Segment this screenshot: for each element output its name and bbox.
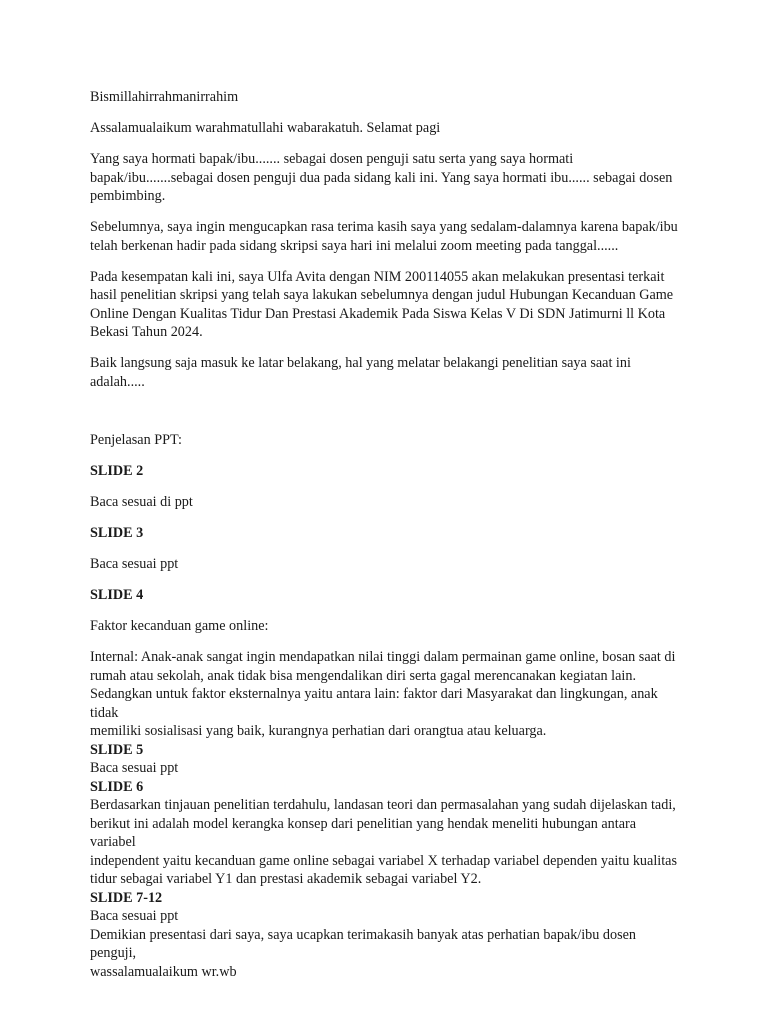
slide4-title: SLIDE 4	[90, 587, 144, 603]
opening-text: Bismillahirrahmanirrahim	[90, 89, 239, 105]
greeting-text: Assalamualaikum warahmatullahi wabarakatuh. Selamat pagi	[90, 120, 441, 136]
respect-paragraph: Yang saya hormati bapak/ibu....... sebagai dosen penguji satu serta yang saya hormati bapak/ibu.......sebagai dosen penguji dua pada sidang kali ini. Yang saya hormati ibu...... sebagai dosen pembimbing.	[90, 151, 673, 204]
ppt-heading: Penjelasan PPT:	[90, 432, 182, 448]
slide4-text: Faktor kecanduan game online:	[90, 618, 269, 634]
slide7-title: SLIDE 7-12	[90, 889, 163, 906]
slide5-text: Baca sesuai ppt	[90, 760, 179, 776]
thanks-paragraph: Sebelumnya, saya ingin mengucapkan rasa terima kasih saya yang sedalam-dalamnya karena bapak/ibu telah berkenan hadir pada sidang skripsi saya hari ini melalui zoom meeting pada tanggal......	[90, 219, 678, 254]
closing-paragraph: Demikian presentasi dari saya, saya ucapkan terimakasih banyak atas perhatian bapak/ibu dosen penguji, wassalamualaikum wr.wb	[90, 926, 637, 980]
slide3-text: Baca sesuai ppt	[90, 556, 179, 572]
background-paragraph: Baik langsung saja masuk ke latar belakang, hal yang melatar belakangi penelitian saya saat ini adalah.....	[90, 355, 631, 390]
slide2-text: Baca sesuai di ppt	[90, 494, 193, 510]
slide3-title: SLIDE 3	[90, 525, 144, 541]
slide6-text: Berdasarkan tinjauan penelitian terdahulu, landasan teori dan permasalahan yang sudah dijelaskan tadi, berikut ini adalah model kerangka konsep dari penelitian yang hendak meneliti hubungan antara variabel independent yaitu kecanduan game online sebagai variabel X terhadap variabel dependen yaitu kualitas tidur sebagai variabel Y1 dan prestasi akademik sebagai variabel Y2.	[90, 797, 677, 887]
intro-paragraph: Pada kesempatan kali ini, saya Ulfa Avita dengan NIM 200114055 akan melakukan presentasi terkait hasil penelitian skripsi yang telah saya lakukan sebelumnya dengan judul Hubungan Kecanduan Game Online Dengan Kualitas Tidur Dan Prestasi Akademik Pada Siswa Kelas V Di SDN Jatimurni ll Kota Bekasi Tahun 2024.	[90, 268, 674, 340]
slide4-detail: Internal: Anak-anak sangat ingin mendapatkan nilai tinggi dalam permainan game online, bosan saat di rumah atau sekolah, anak tidak bisa mengendalikan diri serta gagal merencanakan kegiatan lain. Sedangkan untuk faktor eksternalnya yaitu antara lain: faktor dari Masyarakat dan lingkungan, anak tidak memiliki sosialisasi yang baik, kurangnya perhatian dari orangtua atau keluarga.	[90, 649, 676, 739]
slide2-title: SLIDE 2	[90, 463, 144, 479]
slide7-text: Baca sesuai ppt	[90, 908, 179, 924]
slide5-title: SLIDE 5	[90, 741, 144, 758]
slide6-title: SLIDE 6	[90, 778, 144, 795]
